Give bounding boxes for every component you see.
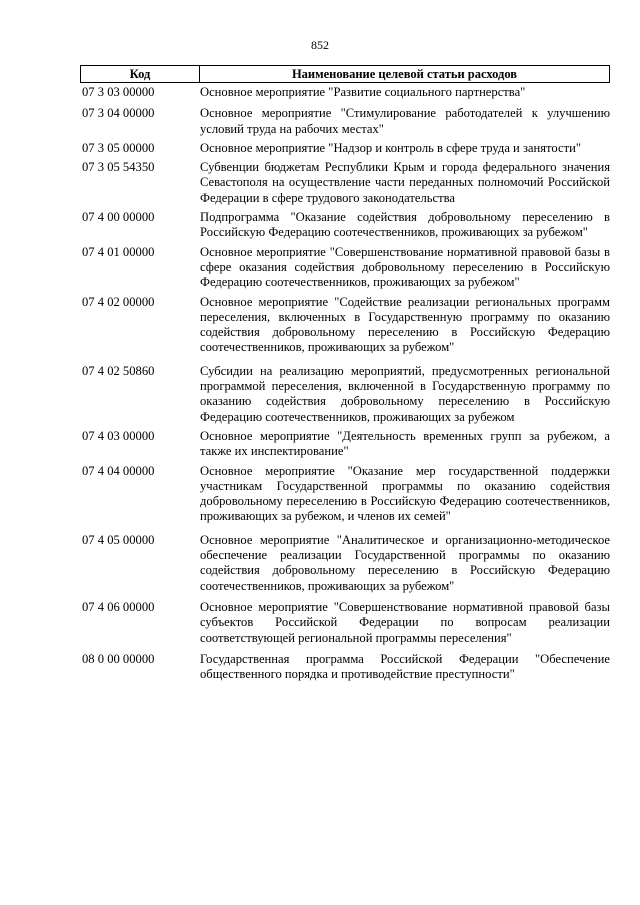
row-code: 07 4 06 00000 [82,599,155,614]
row-name: Основное мероприятие "Аналитическое и организационно-методическое обеспечение реализации Государственной программы по оказанию содействия добровольному переселению в Российскую Федерацию соотечественников, проживающих за рубежом" [200,532,610,593]
row-code: 08 0 00 00000 [82,651,155,666]
row-code: 07 4 00 00000 [82,210,155,225]
row-code: 07 4 01 00000 [82,244,155,259]
row-code: 07 4 04 00000 [82,463,155,478]
budget-table [80,65,610,682]
row-code: 07 4 05 00000 [82,532,155,547]
row-name: Подпрограмма "Оказание содействия добровольному переселению в Российскую Федерацию соотечественников, проживающих за рубежом" [200,210,610,240]
row-name: Субсидии на реализацию мероприятий, предусмотренных региональной программой переселения, включенной в Государственную программу по оказанию содействия добровольному переселению в Российскую Федерацию соотечественников, проживающих за рубежом [200,363,610,424]
table-row [80,429,610,460]
table-row [80,106,610,137]
row-name: Основное мероприятие "Оказание мер государственной поддержки участникам Государственной программы по оказанию содействия добровольному переселению в Российскую Федерацию соотечественников, проживающих за рубежом, и членов их семей" [200,463,610,524]
row-name: Основное мероприятие "Деятельность временных групп за рубежом, а также их инспектирование" [200,428,610,459]
row-code: 07 3 05 00000 [82,140,155,155]
row-code: 07 3 04 00000 [82,106,155,121]
header-code: Код [81,66,200,82]
row-name: Основное мероприятие "Стимулирование работодателей к улучшению условий труда на рабочих местах" [200,106,610,136]
row-code: 07 4 03 00000 [82,428,155,443]
table-row [80,160,610,206]
row-name: Основное мероприятие "Совершенствование нормативной правовой базы в сфере оказания содействия добровольному переселению в Российскую Федерацию соотечественников, проживающих за рубежом" [200,244,610,290]
row-name: Основное мероприятие "Развитие социального партнерства" [200,85,526,99]
header-name: Наименование целевой статьи расходов [291,67,518,81]
table-row [80,85,610,100]
row-code: 07 4 02 50860 [82,363,155,378]
table-body [80,83,610,682]
table-row [80,600,610,646]
row-name: Основное мероприятие "Надзор и контроль в сфере труда и занятости" [200,140,581,155]
table-row [80,295,610,356]
table-row [80,652,610,683]
row-name: Основное мероприятие "Совершенствование нормативной правовой базы субъектов Российской Федерации по вопросам реализации соответствующей региональной программы переселения" [200,599,610,645]
page-number: 852 [311,38,329,52]
row-code: 07 4 02 00000 [82,294,155,309]
table-row [80,245,610,291]
table-header [80,65,610,83]
row-code: 07 3 03 00000 [82,85,155,99]
row-name: Основное мероприятие "Содействие реализации региональных программ переселения, включенных в Государственную программу по оказанию содействия добровольному переселению в Российскую Федерацию соотечественников, проживающих за рубежом" [200,294,610,355]
table-row [80,464,610,525]
row-name: Субвенции бюджетам Республики Крым и города федерального значения Севастополя на осуществление части переданных полномочий Российской Федерации в сфере трудового законодательства [200,160,610,205]
row-code: 07 3 05 54350 [82,160,155,175]
table-row [80,210,610,241]
table-row [80,364,610,425]
row-name: Государственная программа Российской Федерации "Обеспечение общественного порядка и противодействие преступности" [200,651,610,682]
table-row [80,141,610,156]
table-row [80,533,610,594]
